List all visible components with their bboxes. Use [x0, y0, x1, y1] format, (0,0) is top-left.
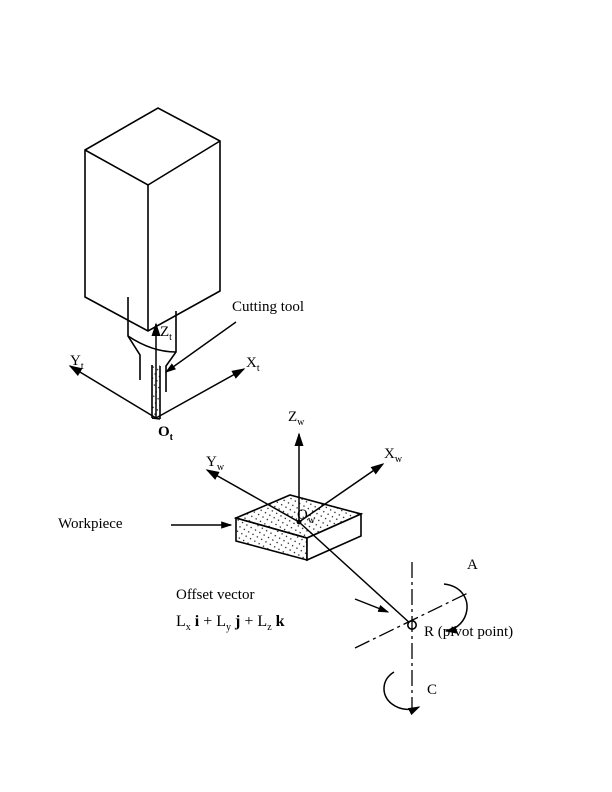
tool-origin-subscript: t — [169, 432, 174, 443]
workpiece-origin-subscript: w — [307, 515, 316, 526]
equation-lz-subscript: z — [267, 622, 272, 634]
c-rotation-label: C — [427, 682, 438, 698]
pivot-point-label: R (pivot point) — [424, 624, 514, 640]
a-rotation-label: A — [467, 557, 478, 573]
tool-y-axis-label — [70, 354, 84, 372]
workpiece-origin-label — [297, 508, 315, 526]
c-rotation-arrow — [384, 672, 419, 709]
equation-lx-subscript: x — [185, 622, 191, 634]
tool-x-subscript: t — [256, 363, 260, 374]
tool-x-axis-label — [246, 356, 260, 374]
tool-x-letter: X — [246, 355, 257, 371]
offset-vector-equation — [176, 614, 285, 633]
workpiece-x-letter: X — [384, 446, 395, 462]
equation-k-unit: k — [275, 613, 285, 630]
workpiece-x-axis-label — [384, 447, 402, 465]
equation-ly-letter: L — [216, 613, 227, 630]
tool-y-axis — [70, 366, 156, 418]
workpiece-y-subscript: w — [216, 462, 225, 473]
tool-z-letter: Z — [160, 324, 170, 340]
workpiece-y-letter: Y — [206, 454, 217, 470]
equation-j-unit: j — [235, 613, 241, 630]
equation-plus-2: + — [244, 613, 254, 630]
tool-y-letter: Y — [70, 353, 81, 369]
workpiece-z-subscript: w — [297, 417, 305, 428]
cutting-tool-label: Cutting tool — [232, 299, 305, 315]
tool-origin-letter: O — [158, 424, 170, 440]
equation-lx-letter: L — [176, 613, 186, 630]
equation-plus-1: + — [203, 613, 213, 630]
tool-origin-label — [158, 425, 173, 443]
equation-ly-subscript: y — [226, 622, 232, 634]
offset-vector-leader-line — [355, 599, 388, 612]
workpiece-origin-letter: O — [297, 507, 308, 523]
workpiece-x-subscript: w — [394, 454, 403, 465]
workpiece-label: Workpiece — [58, 516, 123, 532]
equation-i-unit: i — [194, 613, 200, 630]
offset-vector-label: Offset vector — [176, 587, 255, 603]
workpiece-z-axis-label — [288, 410, 304, 428]
equation-lz-letter: L — [257, 613, 268, 630]
workpiece-z-letter: Z — [288, 409, 298, 425]
tool-z-axis-label — [160, 325, 172, 343]
tool-x-axis — [156, 369, 244, 418]
tool-z-subscript: t — [169, 332, 172, 343]
workpiece-y-axis-label — [206, 455, 224, 473]
tool-y-subscript: t — [80, 361, 84, 372]
